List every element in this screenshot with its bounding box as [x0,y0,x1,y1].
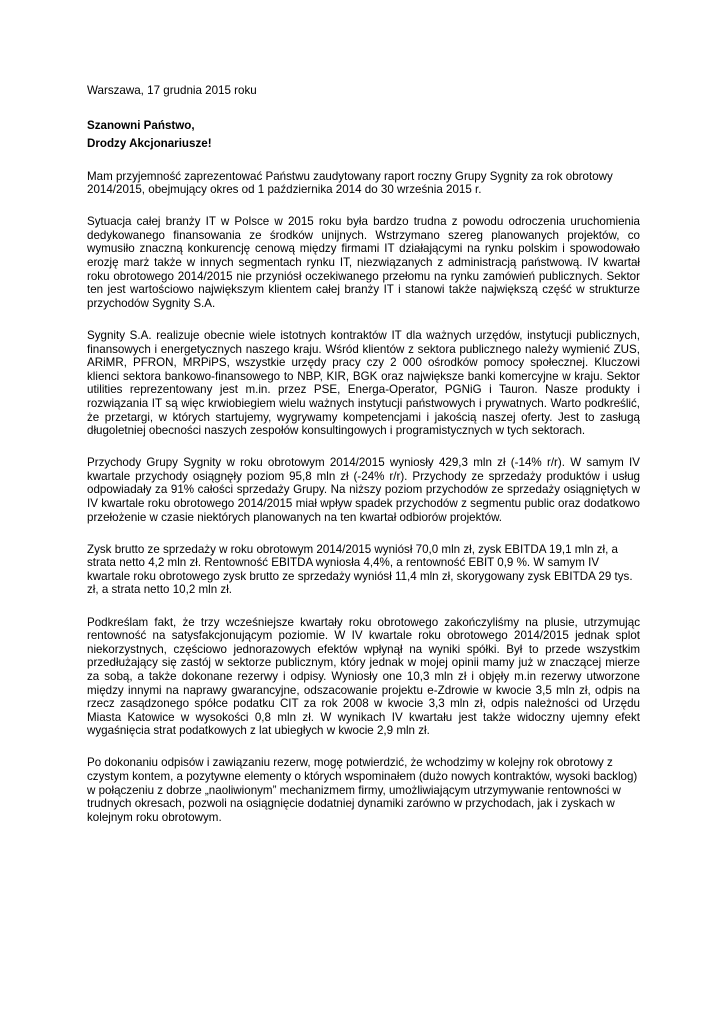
paragraph-it-market: Sytuacja całej branży IT w Polsce w 2015 roku była bardzo trudna z powodu odroczenia uruchomienia dedykowanego finansowania ze środków unijnych. Wstrzymano szereg planowanych projektów, co wymusiło znaczną konkurencję cenową między firmami IT działającymi na rynku polskim i spowodowało erozję marż także w innych segmentach rynku IT, niezwiązanych z administracją państwową. IV kwartał roku obrotowego 2014/2015 nie przyniósł oczekiwanego przełomu na rynku zamówień publicznych. Sektor ten jest wartościowo największym klientem całej branży IT i stanowi także największą część w strukturze przychodów Sygnity S.A. [87,215,640,310]
salutation-block [87,117,640,153]
paragraph-clients: Sygnity S.A. realizuje obecnie wiele istotnych kontraktów IT dla ważnych urzędów, instytucji publicznych, finansowych i energetycznych naszego kraju. Wśród klientów z sektora publicznego należy wymienić ZUS, ARiMR, PFRON, MRPiPS, wszystkie urzędy pracy czy 2 000 ośrodków pomocy społecznej. Kluczowi klienci sektora bankowo-finansowego to NBP, KIR, BGK oraz największe banki komercyjne w kraju. Sektor utilities reprezentowany jest m.in. przez PSE, Energa-Operator, PGNiG i Tauron. Nasze produkty i rozwiązania IT są więc krwiobiegiem wielu ważnych instytucji państwowych i prywatnych. Warto podkreślić, że przetargi, w których startujemy, wygrywamy kompetencjami i jakością naszej oferty. Jest to zasługą długoletniej obecności naszych zespołów konsultingowych i programistycznych w tych sektorach. [87,328,640,438]
salutation-line-1: Szanowni Państwo, [87,118,195,132]
paragraph-intro: Mam przyjemność zaprezentować Państwu zaudytowany raport roczny Grupy Sygnity za rok obrotowy 2014/2015, obejmujący okres od 1 października 2014 do 30 września 2015 r. [87,169,613,197]
paragraph-revenue: Przychody Grupy Sygnity w roku obrotowym 2014/2015 wyniosły 429,3 mln zł (-14% r/r). W samym IV kwartale przychody osiągnęły poziom 95,8 mln zł (-24% r/r). Przychody ze sprzedaży produktów i usług odpowiadały za 91% całości sprzedaży Grupy. Na niższy poziom przychodów ze sprzedaży osiągniętych w IV kwartale roku obrotowego 2014/2015 miał wpływ spadek przychodów z segmentu public oraz dodatkowo przełożenie w czasie niektórych planowanych na ten kwartał odbiorów projektów. [87,456,640,524]
salutation-line-2: Drodzy Akcjonariusze! [87,136,212,150]
paragraph-outlook: Po dokonaniu odpisów i zawiązaniu rezerw, mogę potwierdzić, że wchodzimy w kolejny rok obrotowy z czystym kontem, a pozytywne elementy o których wspominałem (dużo nowych kontraktów, wysoki backlog) w połączeniu z dobrze „naoliwionym” mechanizmem firmy, umożliwiającym utrzymywanie rentowności w trudnych okresach, pozwoli na osiągnięcie dodatniej dynamiki zarówno w przychodach, jak i zyskach w kolejnym roku obrotowym. [87,756,638,824]
paragraph-q4-results: Podkreślam fakt, że trzy wcześniejsze kwartały roku obrotowego zakończyliśmy na plusie, utrzymując rentowność na satysfakcjonującym poziomie. W IV kwartale roku obrotowego 2014/2015 jednak splot niekorzystnych, częściowo jednorazowych efektów wpłynął na wyniki spółki. Był to przede wszystkim przedłużający się zastój w sektorze publicznym, który jednak w mojej opinii mamy już w znaczącej mierze za sobą, a także dokonane rezerwy i odpisy. Wyniosły one 10,3 mln zł i objęły m.in rezerwy utworzone między innymi na naprawy gwarancyjne, odszacowanie projektu e-Zdrowie w kwocie 3,5 mln zł, odpis na rzecz zasądzonego spółce podatku CIT za rok 2008 w kwocie 3,3 mln zł, odpis należności od Urzędu Miasta Katowice w wysokości 0,8 mln zł. W wynikach IV kwartału jest także widoczny ujemny efekt wygaśnięcia strat podatkowych z lat ubiegłych w kwocie 2,9 mln zł. [87,615,640,738]
paragraph-profit: Zysk brutto ze sprzedaży w roku obrotowym 2014/2015 wyniósł 70,0 mln zł, zysk EBITDA 19,1 mln zł, a strata netto 4,2 mln zł. Rentowność EBITDA wyniosła 4,4%, a rentowność EBIT 0,9 %. W samym IV kwartale roku obrotowego zysk brutto ze sprzedaży wyniósł 11,4 mln zł, skorygowany zysk EBITDA 29 tys. zł, a strata netto 10,2 mln zł. [87,542,633,597]
letter-page [87,84,640,843]
date-line: Warszawa, 17 grudnia 2015 roku [87,84,257,97]
